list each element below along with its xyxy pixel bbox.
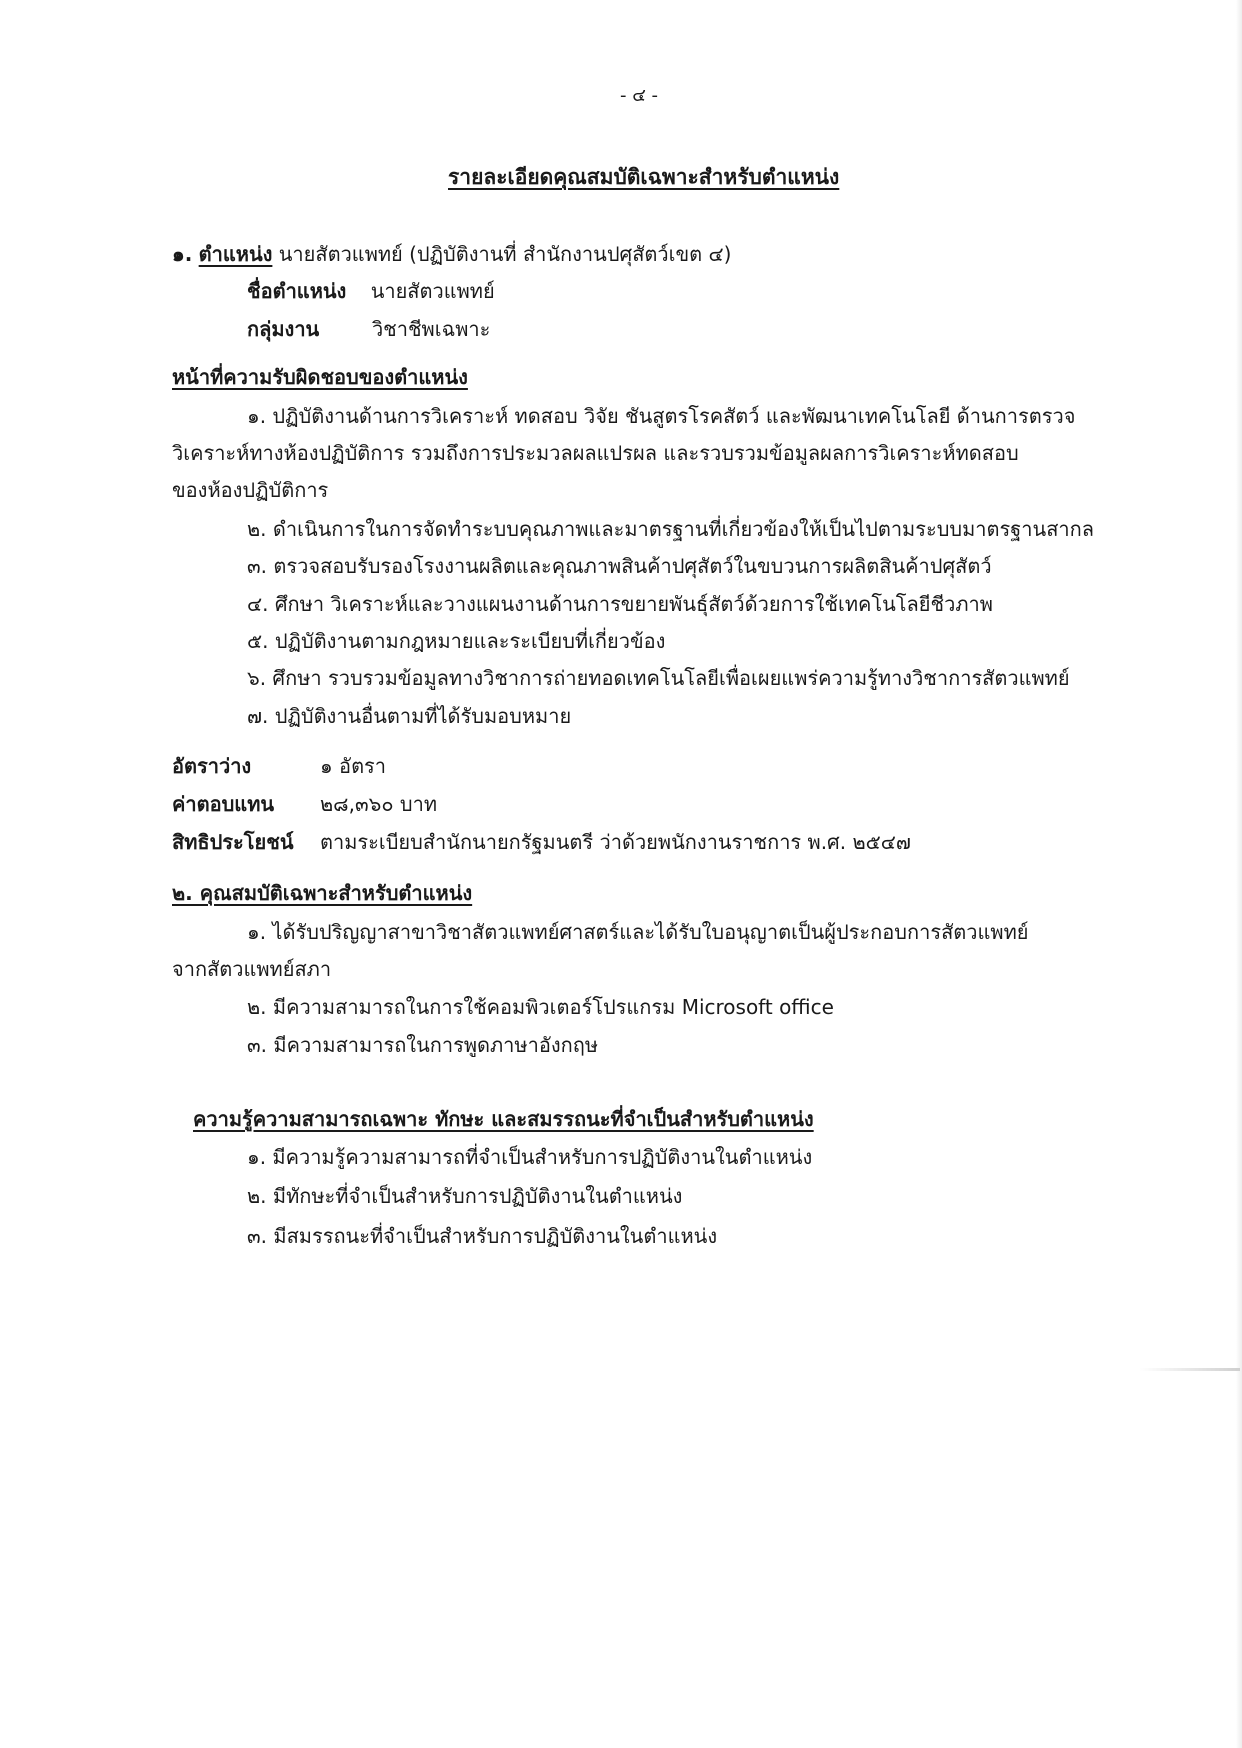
page-title: รายละเอียดคุณสมบัติเฉพาะสำหรับตำแหน่ง <box>448 165 840 189</box>
page-number: - ๔ - <box>620 85 659 106</box>
duty-item: ๗. ปฏิบัติงานอื่นตามที่ได้รับมอบหมาย <box>247 704 572 728</box>
vacancy-label: อัตราว่าง <box>172 754 252 778</box>
duty-item: ๖. ศึกษา รวบรวมข้อมูลทางวิชาการถ่ายทอดเทคโนโลยีเพื่อเผยแพร่ความรู้ทางวิชาการสัตวแพทย์ <box>247 666 1070 690</box>
competency-item: ๓. มีสมรรถนะที่จำเป็นสำหรับการปฏิบัติงานในตำแหน่ง <box>247 1224 718 1248</box>
duty-item: ๒. ดำเนินการในการจัดทำระบบคุณภาพและมาตรฐานที่เกี่ยวข้องให้เป็นไปตามระบบมาตรฐานสากล <box>247 517 1094 541</box>
position-heading-text: นายสัตวแพทย์ (ปฏิบัติงานที่ สำนักงานปศุสัตว์เขต ๔) <box>278 242 732 266</box>
qualification-item: ๑. ได้รับปริญญาสาขาวิชาสัตวแพทย์ศาสตร์และได้รับใบอนุญาตเป็นผู้ประกอบการสัตวแพทย์ <box>247 920 1029 944</box>
competencies-heading: ความรู้ความสามารถเฉพาะ ทักษะ และสมรรถนะที่จำเป็นสำหรับตำแหน่ง <box>193 1107 814 1131</box>
qualification-item: ๓. มีความสามารถในการพูดภาษาอังกฤษ <box>247 1033 598 1057</box>
position-group-value: วิชาชีพเฉพาะ <box>371 317 491 341</box>
position-group-row <box>247 315 490 343</box>
position-heading-label: ตำแหน่ง <box>198 242 273 266</box>
duty-item: ๓. ตรวจสอบรับรองโรงงานผลิตและคุณภาพสินค้าปศุสัตว์ในขบวนการผลิตสินค้าปศุสัตว์ <box>247 554 992 578</box>
vacancy-value: ๑ อัตรา <box>320 754 387 778</box>
competency-item: ๒. มีทักษะที่จำเป็นสำหรับการปฏิบัติงานในตำแหน่ง <box>247 1184 683 1208</box>
qualifications-heading: ๒. คุณสมบัติเฉพาะสำหรับตำแหน่ง <box>172 881 473 905</box>
scan-mark <box>1140 1368 1240 1371</box>
competency-item: ๑. มีความรู้ความสามารถที่จำเป็นสำหรับการปฏิบัติงานในตำแหน่ง <box>247 1145 813 1169</box>
salary-value: ๒๘,๓๖๐ บาท <box>320 792 438 816</box>
benefits-label: สิทธิประโยชน์ <box>172 830 294 854</box>
duty-item: ๕. ปฏิบัติงานตามกฎหมายและระเบียบที่เกี่ยวข้อง <box>247 629 666 653</box>
salary-label: ค่าตอบแทน <box>172 792 275 816</box>
qualification-item: ๒. มีความสามารถในการใช้คอมพิวเตอร์โปรแกรม Microsoft office <box>247 995 834 1019</box>
duty-item: วิเคราะห์ทางห้องปฏิบัติการ รวมถึงการประมวลผลแปรผล และรวบรวมข้อมูลผลการวิเคราะห์ทดสอบ <box>172 441 1019 465</box>
duties-heading: หน้าที่ความรับผิดชอบของตำแหน่ง <box>172 365 468 389</box>
position-heading-number: ๑. <box>172 242 193 266</box>
position-name-value: นายสัตวแพทย์ <box>370 279 495 303</box>
qualification-item: จากสัตวแพทย์สภา <box>172 957 332 981</box>
benefits-value: ตามระเบียบสำนักนายกรัฐมนตรี ว่าด้วยพนักงานราชการ พ.ศ. ๒๕๔๗ <box>320 830 911 854</box>
position-name-row <box>247 277 495 305</box>
position-name-label: ชื่อตำแหน่ง <box>247 279 347 303</box>
duty-item: ของห้องปฏิบัติการ <box>172 478 329 502</box>
scan-edge-shadow <box>1236 0 1242 1748</box>
duty-item: ๔. ศึกษา วิเคราะห์และวางแผนงานด้านการขยายพันธุ์สัตว์ด้วยการใช้เทคโนโลยีชีวภาพ <box>247 592 993 616</box>
position-group-label: กลุ่มงาน <box>247 317 320 341</box>
position-heading <box>172 240 731 268</box>
duty-item: ๑. ปฏิบัติงานด้านการวิเคราะห์ ทดสอบ วิจัย ชันสูตรโรคสัตว์ และพัฒนาเทคโนโลยี ด้านการตรวจ <box>247 404 1076 428</box>
